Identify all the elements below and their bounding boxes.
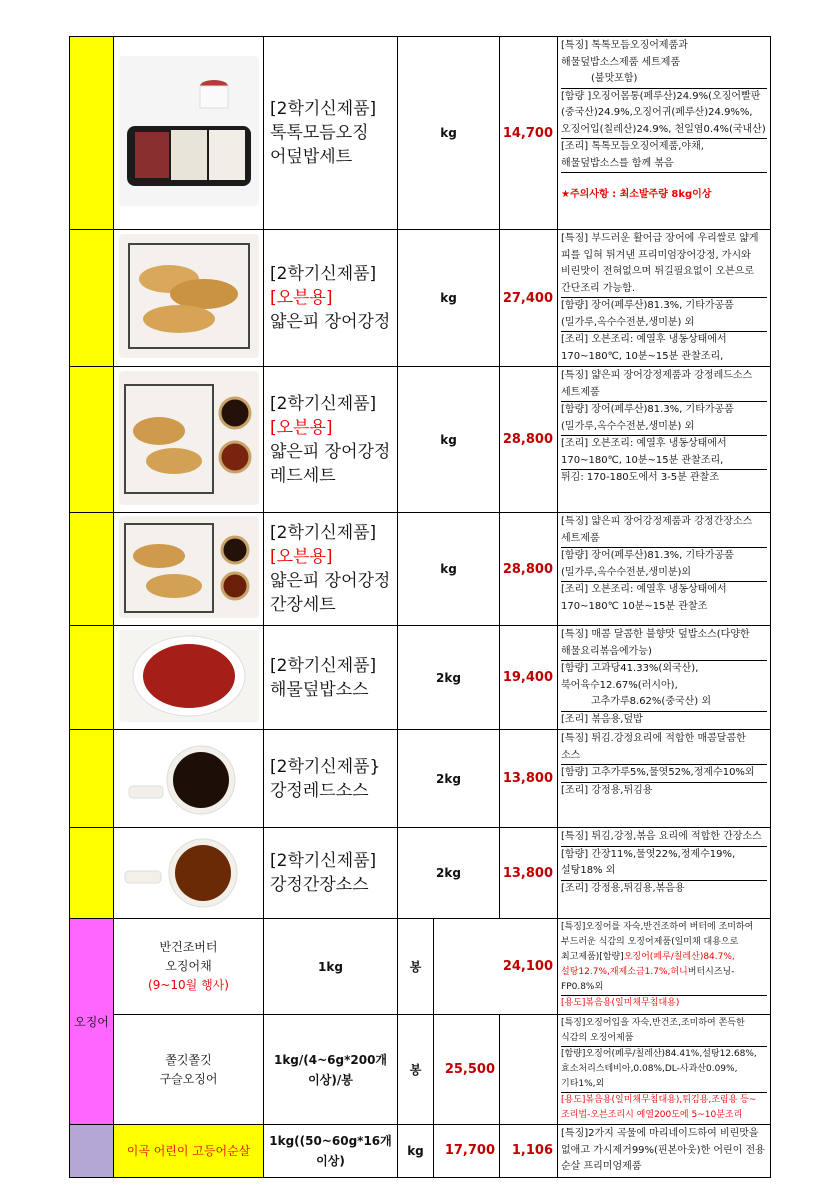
product-image-cell [114, 730, 264, 828]
category-cell [70, 37, 114, 230]
desc-feature: [특징] 얇은피 장어강정제품과 강정레드소스 세트제품 [561, 368, 767, 402]
description-cell [558, 37, 771, 230]
desc-cooking: [조리] 강정용,튀김용 [561, 784, 653, 796]
product-name [264, 367, 398, 513]
name-line: 톡톡모듬오징 [270, 123, 369, 143]
table-row [70, 1125, 771, 1178]
eel-red-set-image [119, 371, 259, 505]
name-line: 강정레드소스 [270, 780, 369, 801]
spec-line: 1kg((50~60g*16개 [269, 1133, 392, 1148]
spec-cell: 1kg [264, 919, 398, 1015]
desc-ingredients: [함량]오징어(페루/칠레산)84.41%,설탕12.68%,효소처리스테비아,0.08%,DL-사과산0.09%,기타1%,외 [561, 1047, 767, 1093]
seafood-sauce-image [119, 630, 259, 722]
soy-sauce-cup-image [119, 831, 259, 911]
product-name [264, 730, 398, 828]
description-cell [558, 513, 771, 626]
desc-feature: [특징] 튀김,강정,볶음 요리에 적합한 간장소스 [561, 829, 767, 847]
eel-soy-set-image [119, 516, 259, 618]
product-name [264, 828, 398, 919]
description-cell [558, 367, 771, 513]
unit-cell: kg [398, 37, 500, 230]
table-row [70, 1015, 771, 1125]
desc-cooking: [조리] 오븐조리: 예열후 냉동상태에서 170~180℃, 10분~15분 관찰조리, [561, 334, 727, 362]
unit-price-cell: 1,106 [500, 1125, 558, 1178]
desc-ingredients: [함량] 장어(페루산)81.3%, 기타가공품(밀가루,옥수수전분,생미분) 외 [561, 402, 767, 436]
desc-feature: [특징] 매콤 달콤한 불향맛 덮밥소스(다양한 해물요리볶음에가능) [561, 627, 767, 661]
desc-feature: [특징]오징어입을 자숙,반건조,조미하여 쫀득한 식감의 오징어제품 [561, 1016, 767, 1047]
unit-cell: kg [398, 367, 500, 513]
description-cell [558, 730, 771, 828]
spec-cell [264, 1125, 398, 1178]
table-row [70, 367, 771, 513]
table-row [70, 230, 771, 367]
price-cell: 13,800 [500, 730, 558, 828]
price-cell: 24,100 [434, 919, 558, 1015]
product-image-cell [114, 513, 264, 626]
table-row [70, 626, 771, 730]
product-image-cell [114, 230, 264, 367]
red-sauce-cup-image [119, 734, 259, 820]
spec-cell [264, 1015, 398, 1125]
name-line: [2학기신제품] [270, 393, 377, 414]
description-cell [558, 1015, 771, 1125]
name-line: 어덮밥세트 [270, 147, 353, 167]
category-cell [70, 1125, 114, 1178]
spec-line: 이상) [316, 1153, 345, 1168]
table-row [70, 37, 771, 230]
name-line: 강정간장소스 [270, 875, 369, 895]
unit-cell: 2kg [398, 626, 500, 730]
name-line: [2학기신제품] [270, 523, 377, 543]
price-cell: 17,700 [434, 1125, 500, 1178]
product-image-cell [114, 37, 264, 230]
desc-ingredients: [함량] 고추가루5%,물엿52%,정제수10%외 [561, 765, 767, 783]
name-line: 얇은피 장어강정 [270, 312, 391, 332]
name-line: [2학기신제품] [270, 99, 377, 119]
product-name [114, 919, 264, 1015]
unit-cell: 봉 [398, 1015, 434, 1125]
product-name: 이곡 어린이 고등어순살 [114, 1125, 264, 1178]
description-cell [558, 626, 771, 730]
name-line: [오븐용] [270, 288, 333, 308]
category-cell [70, 230, 114, 367]
unit-cell: 봉 [398, 919, 434, 1015]
desc-ingredients-cont: 고추가루8.62%(중국산) 외 [591, 696, 712, 707]
product-name [264, 513, 398, 626]
desc-usage: [용도]볶음용(일미채무침대용),튀김용,조림용 등~조리법-오븐조리시 예열200도에 5~10분조리 [561, 1095, 757, 1120]
price-cell: 25,500 [434, 1015, 500, 1125]
name-line: 간장세트 [270, 595, 336, 615]
product-name [264, 37, 398, 230]
desc-feature: [특징] 튀김.강정요리에 적합한 매콤달콤한 소스 [561, 731, 767, 765]
spec-line: 1kg/(4~6g*200개 [273, 1052, 388, 1067]
name-line: [오븐용] [270, 547, 333, 567]
desc-ingredients: 오징어(페루/칠레산)84.7%,설탕12.7%,재제소금1.7%,허니 [561, 952, 735, 977]
price-cell: 27,400 [500, 230, 558, 367]
desc-cooking: [조리] 강정용,튀김용,볶음용 [561, 882, 685, 894]
desc-feature: [특징] 얇은피 장어강정제품과 강정간장소스 세트제품 [561, 514, 767, 548]
category-cell [70, 367, 114, 513]
desc-ingredients: [함량] 고과당41.33%(외국산),북어육수12.67%(러시아), [561, 663, 699, 691]
unit-cell: 2kg [398, 828, 500, 919]
product-image-cell [114, 626, 264, 730]
description-cell: [특징]2가지 곡물에 마리네이드하여 비린맛을 없애고 가시제거99%(핀본아웃)한 어린이 전용 순살 프리미엄제품 [558, 1125, 771, 1178]
desc-ingredients: [함량] 장어(페루산)81.3%, 기타가공품(밀가루,옥수수전분,생미분) 외 [561, 298, 767, 332]
unit-cell: 2kg [398, 730, 500, 828]
squid-platter-image [119, 56, 259, 206]
name-line: 오징어채 [165, 959, 212, 973]
price-cell: 28,800 [500, 367, 558, 513]
eel-gangjeong-image [119, 234, 259, 358]
desc-frying: 튀김: 170-180도에서 3-5분 관찰조 [561, 472, 719, 483]
category-squid: 오징어 [70, 919, 114, 1125]
desc-warning: ★주의사항 : 최소발주량 8kg이상 [561, 189, 712, 200]
name-line: 반건조버터 [159, 940, 218, 954]
desc-ingredients: [함량] 장어(페루산)81.3%, 기타가공품(밀가루,옥수수전분,생미분)외 [561, 548, 767, 582]
price-cell: 28,800 [500, 513, 558, 626]
product-name [264, 230, 398, 367]
event-label: (9~10월 행사) [148, 978, 229, 992]
price-cell: 14,700 [500, 37, 558, 230]
table-row [70, 919, 771, 1015]
category-cell [70, 513, 114, 626]
description-cell [558, 828, 771, 919]
name-line: 해물덮밥소스 [270, 679, 369, 700]
price-cell: 13,800 [500, 828, 558, 919]
desc-cooking: [조리] 톡톡모듬오징어제품,야채,해물덮밥소스를 함께 볶음 [561, 139, 767, 173]
desc-usage: [용도]볶음용(일미채무침대용) [561, 995, 767, 1011]
desc-ingredients-cont: 버터시즈닝-FP0.8%외 [561, 967, 735, 992]
desc-ingredients: [함량 ]오징어몸통(페루산)24.9%(오징어빨판(중국산)24.9%,오징어귀(페루산)24.9%%,오징어입(칠레산)24.9%, 천일염0.4%(국내산) [561, 89, 767, 140]
category-cell [70, 730, 114, 828]
desc-note: (불맛포함) [591, 73, 638, 84]
product-name [114, 1015, 264, 1125]
name-line: [2학기신제품] [270, 851, 377, 871]
table-row [70, 828, 771, 919]
unit-cell: kg [398, 230, 500, 367]
desc-cooking: [조리] 오븐조리: 예열후 냉동상태에서 170~180℃, 10분~15분 관찰조리, [561, 436, 767, 470]
name-line: 얇은피 장어강정 [270, 571, 391, 591]
product-table [69, 36, 771, 1178]
description-cell [558, 919, 771, 1015]
table-row [70, 730, 771, 828]
name-line: [2학기신제품} [270, 756, 381, 777]
empty-cell [500, 1015, 558, 1125]
desc-feature: [특징] 톡톡모듬오징어제품과 해물덮밥소스제품 세트제품 [561, 40, 688, 68]
unit-cell: kg [398, 513, 500, 626]
desc-cooking: [조리] 오븐조리: 예열후 냉동상태에서 170~180℃ 10분~15분 관찰조 [561, 584, 727, 612]
category-cell [70, 828, 114, 919]
name-line: 구슬오징어 [159, 1071, 218, 1086]
name-line: [2학기신제품] [270, 655, 377, 676]
name-line: 쫄깃쫄깃 [165, 1052, 212, 1067]
description-cell [558, 230, 771, 367]
product-image-cell [114, 828, 264, 919]
desc-feature: [특징]오징어를 자숙,반건조하여 버터에 조미하여 부드러운 식감의 오징어제품(일미채 대용으로 최고제품)[함량] [561, 922, 754, 962]
table-row [70, 513, 771, 626]
desc-ingredients: [함량] 간장11%,물엿22%,정제수19%,설탕18% 외 [561, 847, 767, 881]
name-line: [2학기신제품] [270, 264, 377, 284]
product-name [264, 626, 398, 730]
name-line: [오븐용] [270, 417, 333, 438]
spec-line: 이상)/봉 [308, 1072, 353, 1087]
desc-feature: [특징] 부드러운 활어급 장어에 우리쌀로 얇게 피를 입혀 튀겨낸 프리미엄장어강정, 가시와 비린맛이 전혀없으며 튀길필요없이 오븐으로 간단조리 가능함. [561, 231, 767, 298]
product-image-cell [114, 367, 264, 513]
desc-cooking: [조리] 볶음용,덮밥 [561, 713, 643, 725]
unit-cell: kg [398, 1125, 434, 1178]
name-line: 레드세트 [270, 465, 336, 486]
price-cell: 19,400 [500, 626, 558, 730]
name-line: 얇은피 장어강정 [270, 441, 391, 462]
category-cell [70, 626, 114, 730]
